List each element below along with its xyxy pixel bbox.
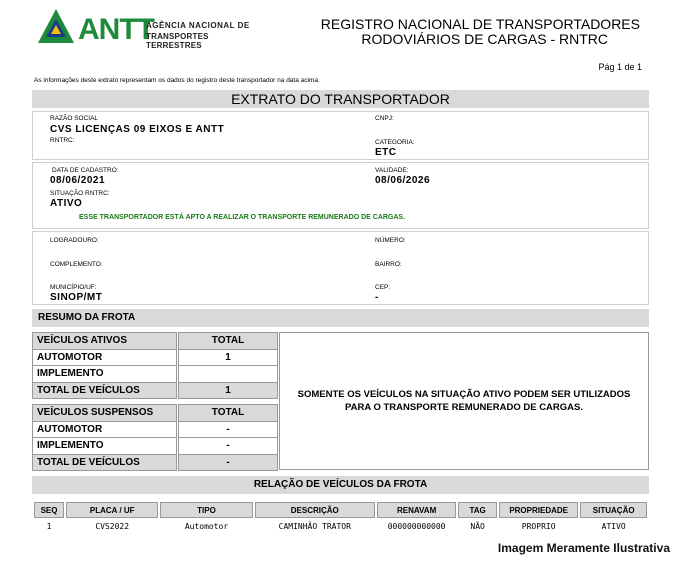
suspended-implemento-label: IMPLEMENTO: [33, 438, 177, 455]
active-automotor-label: AUTOMOTOR: [33, 349, 177, 366]
resumo-frota-title: RESUMO DA FROTA: [32, 309, 649, 327]
cell-descricao: CAMINHÃO TRATOR: [278, 521, 351, 531]
identification-box: [32, 111, 649, 160]
active-automotor-value: 1: [179, 349, 278, 366]
suspended-automotor-label: AUTOMOTOR: [33, 421, 177, 438]
status-box: [32, 162, 649, 229]
suspended-implemento-value: -: [179, 438, 278, 455]
numero-label: NÚMERO:: [375, 237, 406, 244]
complemento-label: COMPLEMENTO:: [50, 261, 103, 268]
suspended-vehicles-header: VEÍCULOS SUSPENSOS: [33, 405, 177, 422]
extrato-title: EXTRATO DO TRANSPORTADOR: [32, 90, 649, 108]
relacao-veiculos-title: RELAÇÃO DE VEÍCULOS DA FROTA: [32, 476, 649, 494]
antt-logo: [36, 7, 266, 50]
municipio-value: SINOP/MT: [50, 292, 103, 303]
active-total-header: TOTAL: [179, 333, 278, 350]
col-descricao: DESCRIÇÃO: [255, 502, 375, 518]
col-propriedade: PROPRIEDADE: [499, 502, 578, 518]
cell-propriedade: PROPRIO: [521, 521, 556, 531]
document-title-line-1: REGISTRO NACIONAL DE TRANSPORTADORES: [320, 16, 640, 32]
logradouro-label: LOGRADOURO:: [50, 237, 99, 244]
suspended-total-label: TOTAL DE VEÍCULOS: [33, 454, 177, 471]
col-tag: TAG: [458, 502, 497, 518]
validade-label: VALIDADE:: [375, 167, 409, 174]
situacao-value: ATIVO: [50, 198, 83, 209]
col-seq: SEQ: [34, 502, 64, 518]
watermark-caption: Imagem Meramente Ilustrativa: [497, 541, 670, 555]
col-tipo: TIPO: [160, 502, 252, 518]
apto-message: ESSE TRANSPORTADOR ESTÁ APTO A REALIZAR O TRANSPORTE REMUNERADO DE CARGAS.: [79, 214, 406, 221]
cadastro-label: DATA DE CADASTRO:: [52, 167, 119, 174]
cell-situacao: ATIVO: [601, 521, 626, 531]
active-vehicles-totals: [178, 332, 278, 399]
categoria-value: ETC: [375, 147, 397, 158]
razao-social-label: RAZÃO SOCIAL: [50, 115, 99, 122]
document-title-line-2: RODOVIÁRIOS DE CARGAS - RNTRC: [361, 31, 608, 47]
cell-seq: 1: [46, 521, 52, 531]
municipio-label: MUNICÍPIO/UF:: [50, 284, 97, 291]
extract-note: As informações deste extrato representam os dados do registro deste transportador na data acima.: [34, 77, 320, 84]
col-placa: PLACA / UF: [66, 502, 158, 518]
validade-value: 08/06/2026: [375, 175, 431, 186]
suspended-vehicles-table: [32, 404, 177, 471]
active-vehicles-header: VEÍCULOS ATIVOS: [33, 333, 177, 350]
suspended-total-header: TOTAL: [179, 405, 278, 422]
cadastro-value: 08/06/2021: [50, 175, 106, 186]
suspended-total-value: -: [179, 454, 278, 471]
cell-renavam: 000000000000: [387, 521, 446, 531]
logo-subtitle-1: AGÊNCIA NACIONAL DE: [146, 21, 250, 30]
active-total-value: 1: [179, 382, 278, 399]
active-vehicles-notice: SOMENTE OS VEÍCULOS NA SITUAÇÃO ATIVO PODEM SER UTILIZADOS PARA O TRANSPORTE REMUNERADO DE CARGAS.: [279, 332, 649, 470]
active-implemento-value: [179, 366, 278, 383]
bairro-label: BAIRRO:: [375, 261, 402, 268]
table-row: [34, 518, 647, 534]
categoria-label: CATEGORIA:: [375, 139, 415, 146]
cnpj-label: CNPJ:: [375, 115, 394, 122]
col-renavam: RENAVAM: [377, 502, 456, 518]
suspended-vehicles-totals: [178, 404, 278, 471]
logo-subtitle-2: TRANSPORTES TERRESTRES: [146, 32, 209, 50]
cell-tag: NÃO: [470, 521, 485, 531]
cell-placa: CVS2022: [95, 521, 130, 531]
active-implemento-label: IMPLEMENTO: [33, 366, 177, 383]
razao-social-value: CVS LICENÇAS 09 EIXOS E ANTT: [50, 124, 225, 135]
cep-value: -: [375, 292, 379, 303]
cell-tipo: Automotor: [184, 521, 229, 531]
logo-wordmark: ANTT: [78, 13, 154, 46]
page-number: Pág 1 de 1: [598, 62, 642, 72]
suspended-automotor-value: -: [179, 421, 278, 438]
rntrc-label: RNTRC:: [50, 137, 75, 144]
situacao-label: SITUAÇÃO RNTRC:: [50, 190, 110, 197]
antt-triangle-icon: [36, 7, 76, 45]
active-total-label: TOTAL DE VEÍCULOS: [33, 382, 177, 399]
col-situacao: SITUAÇÃO: [580, 502, 647, 518]
vehicles-table: [32, 502, 649, 534]
active-vehicles-table: [32, 332, 177, 399]
cep-label: CEP:: [375, 284, 391, 291]
address-box: [32, 231, 649, 305]
document-header: [0, 0, 684, 60]
